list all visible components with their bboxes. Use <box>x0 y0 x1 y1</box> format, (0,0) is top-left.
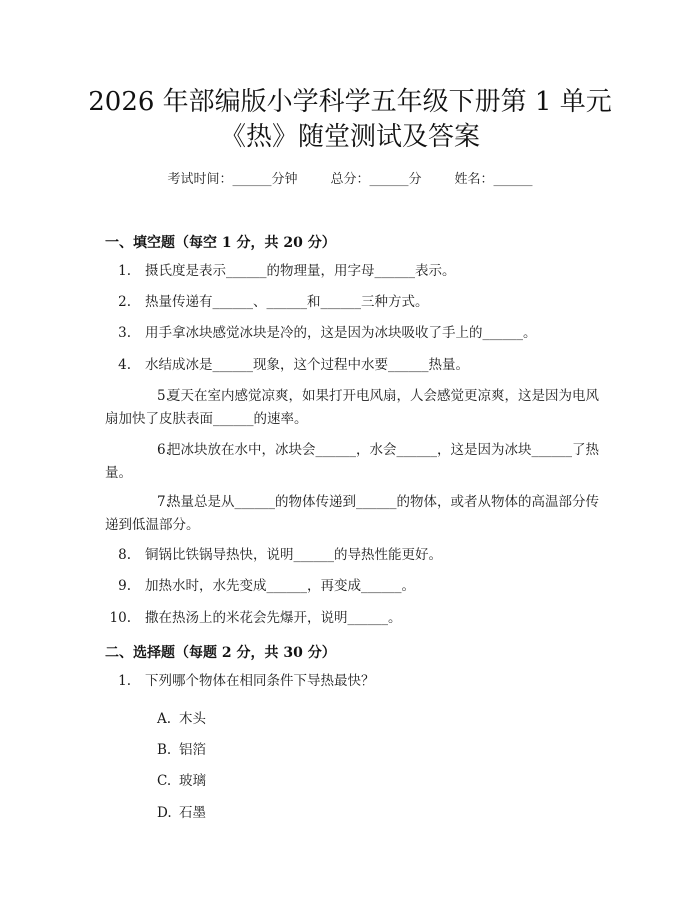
question-text: 铜锅比铁锅导热快，说明______的导热性能更好。 <box>145 547 442 563</box>
question-number: 1. <box>118 673 131 689</box>
question-text: 加热水时，水先变成______，再变成______。 <box>145 578 415 594</box>
question-number: 2. <box>118 294 131 310</box>
question-number: 4. <box>118 357 131 373</box>
option-letter: B. <box>157 742 172 758</box>
option-text: 石墨 <box>179 805 206 821</box>
question-item <box>105 544 600 567</box>
question-text: 下列哪个物体在相同条件下导热最快？ <box>145 673 375 689</box>
question-item <box>105 354 600 377</box>
question-item <box>105 439 600 485</box>
question-text: 夏天在室内感觉凉爽，如果打开电风扇，人会感觉更凉爽，这是因为电风扇加快了皮肤表面______的速率。 <box>105 388 599 427</box>
question-item <box>105 607 600 630</box>
question-number: 1. <box>118 263 131 279</box>
question-number: 9. <box>118 578 131 594</box>
question-number: 5. <box>157 388 170 404</box>
section-heading-multiple-choice: 二、选择题（每题 2 分，共 30 分） <box>105 645 336 661</box>
question-item <box>105 291 600 314</box>
question-number: 3. <box>118 325 131 341</box>
choice-option <box>157 738 206 758</box>
question-item <box>105 385 600 431</box>
question-text: 热量传递有______、______和______三种方式。 <box>145 294 429 310</box>
question-item <box>105 260 600 283</box>
question-text: 撒在热汤上的米花会先爆开，说明______。 <box>145 610 402 626</box>
exam-meta-info: 考试时间：______分钟 总分：______分 姓名：______ <box>167 172 533 187</box>
page-title-line-2: 《热》随堂测试及答案 <box>219 122 480 152</box>
option-text: 木头 <box>179 711 206 727</box>
question-item <box>105 491 600 537</box>
choice-option <box>157 769 206 789</box>
question-number: 8. <box>118 547 131 563</box>
question-text: 用手拿冰块感觉冰块是冷的，这是因为冰块吸收了手上的______。 <box>145 325 537 341</box>
option-text: 玻璃 <box>179 773 206 789</box>
question-text: 水结成冰是______现象，这个过程中水要______热量。 <box>145 357 469 373</box>
choice-option <box>157 801 206 821</box>
question-item <box>105 575 600 598</box>
option-letter: A. <box>157 711 172 727</box>
question-number: 6. <box>157 442 170 458</box>
question-text: 摄氏度是表示______的物理量，用字母______表示。 <box>145 263 456 279</box>
question-text: 热量总是从______的物体传递到______的物体，或者从物体的高温部分传递到低温部分。 <box>105 494 599 533</box>
question-item <box>105 670 600 693</box>
option-letter: C. <box>157 773 172 789</box>
choice-option <box>157 707 206 727</box>
page-title-line-1: 2026 年部编版小学科学五年级下册第 1 单元 <box>88 87 612 117</box>
question-text: 把冰块放在水中，冰块会______，水会______，这是因为冰块______了热量。 <box>105 442 599 481</box>
option-letter: D. <box>157 805 172 821</box>
question-number: 7. <box>157 494 170 510</box>
option-text: 铝箔 <box>179 742 206 758</box>
section-heading-fill-in: 一、填空题（每空 1 分，共 20 分） <box>105 235 336 251</box>
question-item <box>105 322 600 345</box>
question-number: 10. <box>109 610 131 626</box>
